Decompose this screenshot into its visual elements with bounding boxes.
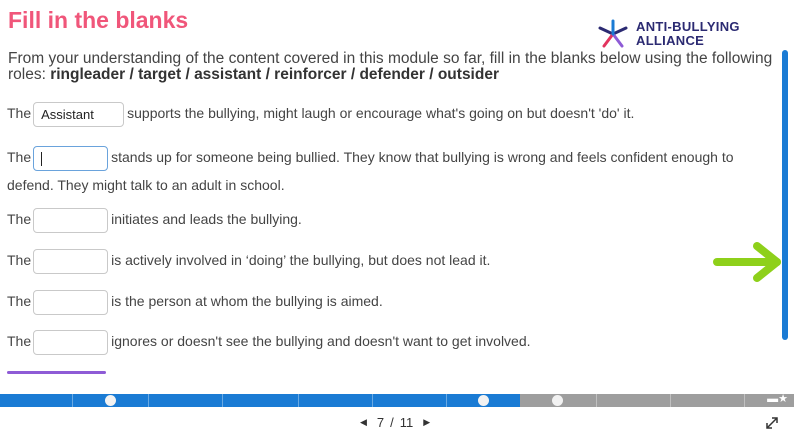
- question-text: initiates and leads the bullying.: [111, 211, 302, 228]
- answer-input-6[interactable]: [33, 330, 108, 355]
- roles-list: ringleader / target / assistant / reinforcer / defender / outsider: [50, 66, 499, 83]
- scrollbar[interactable]: [782, 50, 788, 340]
- progress-segment: [72, 394, 73, 407]
- question-text: ignores or doesn't see the bullying and doesn't want to get involved.: [111, 333, 531, 350]
- question-text: is actively involved in ‘doing’ the bullying, but does not lead it.: [111, 252, 491, 269]
- previous-page-icon[interactable]: ◀: [360, 417, 367, 427]
- instructions: [8, 51, 774, 83]
- progress-segment: [148, 394, 149, 407]
- question-prefix: The: [7, 333, 32, 350]
- progress-segment: [596, 394, 597, 407]
- progress-segment: [670, 394, 671, 407]
- answer-input-3[interactable]: [33, 208, 108, 233]
- question-prefix: The: [7, 211, 32, 228]
- answer-input-4[interactable]: [33, 249, 108, 274]
- answer-input-2[interactable]: [33, 146, 108, 171]
- question-text: stands up for someone being bullied. They know that bullying is wrong and feels confident enough to defend. They might talk to an adult in school.: [7, 149, 734, 193]
- logo-line-2: ALLIANCE: [636, 33, 705, 48]
- pagination: [356, 415, 434, 430]
- logo-text: [636, 20, 740, 48]
- question-5: [7, 290, 779, 315]
- answer-input-5[interactable]: [33, 290, 108, 315]
- page-title: Fill in the blanks: [8, 7, 189, 33]
- logo-line-1: ANTI-BULLYING: [636, 19, 740, 34]
- question-1: [7, 102, 779, 127]
- progress-bar[interactable]: [0, 394, 794, 407]
- star-icon: ▬★: [767, 393, 788, 405]
- progress-marker[interactable]: [552, 395, 563, 406]
- alliance-star-icon: [596, 19, 630, 49]
- question-prefix: The: [7, 293, 32, 310]
- progress-marker[interactable]: [105, 395, 116, 406]
- progress-segment: [446, 394, 447, 407]
- question-6: [7, 330, 779, 355]
- next-page-icon[interactable]: ▶: [423, 417, 431, 427]
- question-text: is the person at whom the bullying is aimed.: [111, 293, 383, 310]
- progress-segment: [744, 394, 745, 407]
- next-arrow-icon[interactable]: [713, 242, 785, 282]
- question-prefix: The: [7, 252, 32, 269]
- question-prefix: The: [7, 105, 32, 122]
- progress-fill: [0, 394, 520, 407]
- question-4: [7, 249, 779, 274]
- instructions-text: From your understanding of the content covered in this module so far, fill in the blanks below using the following roles:: [8, 50, 773, 83]
- progress-marker[interactable]: [478, 395, 489, 406]
- page-separator: /: [390, 415, 394, 430]
- answer-input-1[interactable]: Assistant: [33, 102, 124, 127]
- section-underline: [7, 371, 106, 374]
- progress-segment: [372, 394, 373, 407]
- fullscreen-icon[interactable]: [764, 415, 780, 431]
- text-cursor: [41, 152, 42, 166]
- question-3: [7, 208, 779, 233]
- question-2: [7, 143, 779, 199]
- question-text: supports the bullying, might laugh or encourage what's going on but doesn't 'do' it.: [127, 105, 635, 122]
- progress-segment: [298, 394, 299, 407]
- progress-segment: [222, 394, 223, 407]
- total-pages: 11: [399, 415, 414, 430]
- current-page: 7: [376, 415, 385, 430]
- question-prefix: The: [7, 149, 32, 165]
